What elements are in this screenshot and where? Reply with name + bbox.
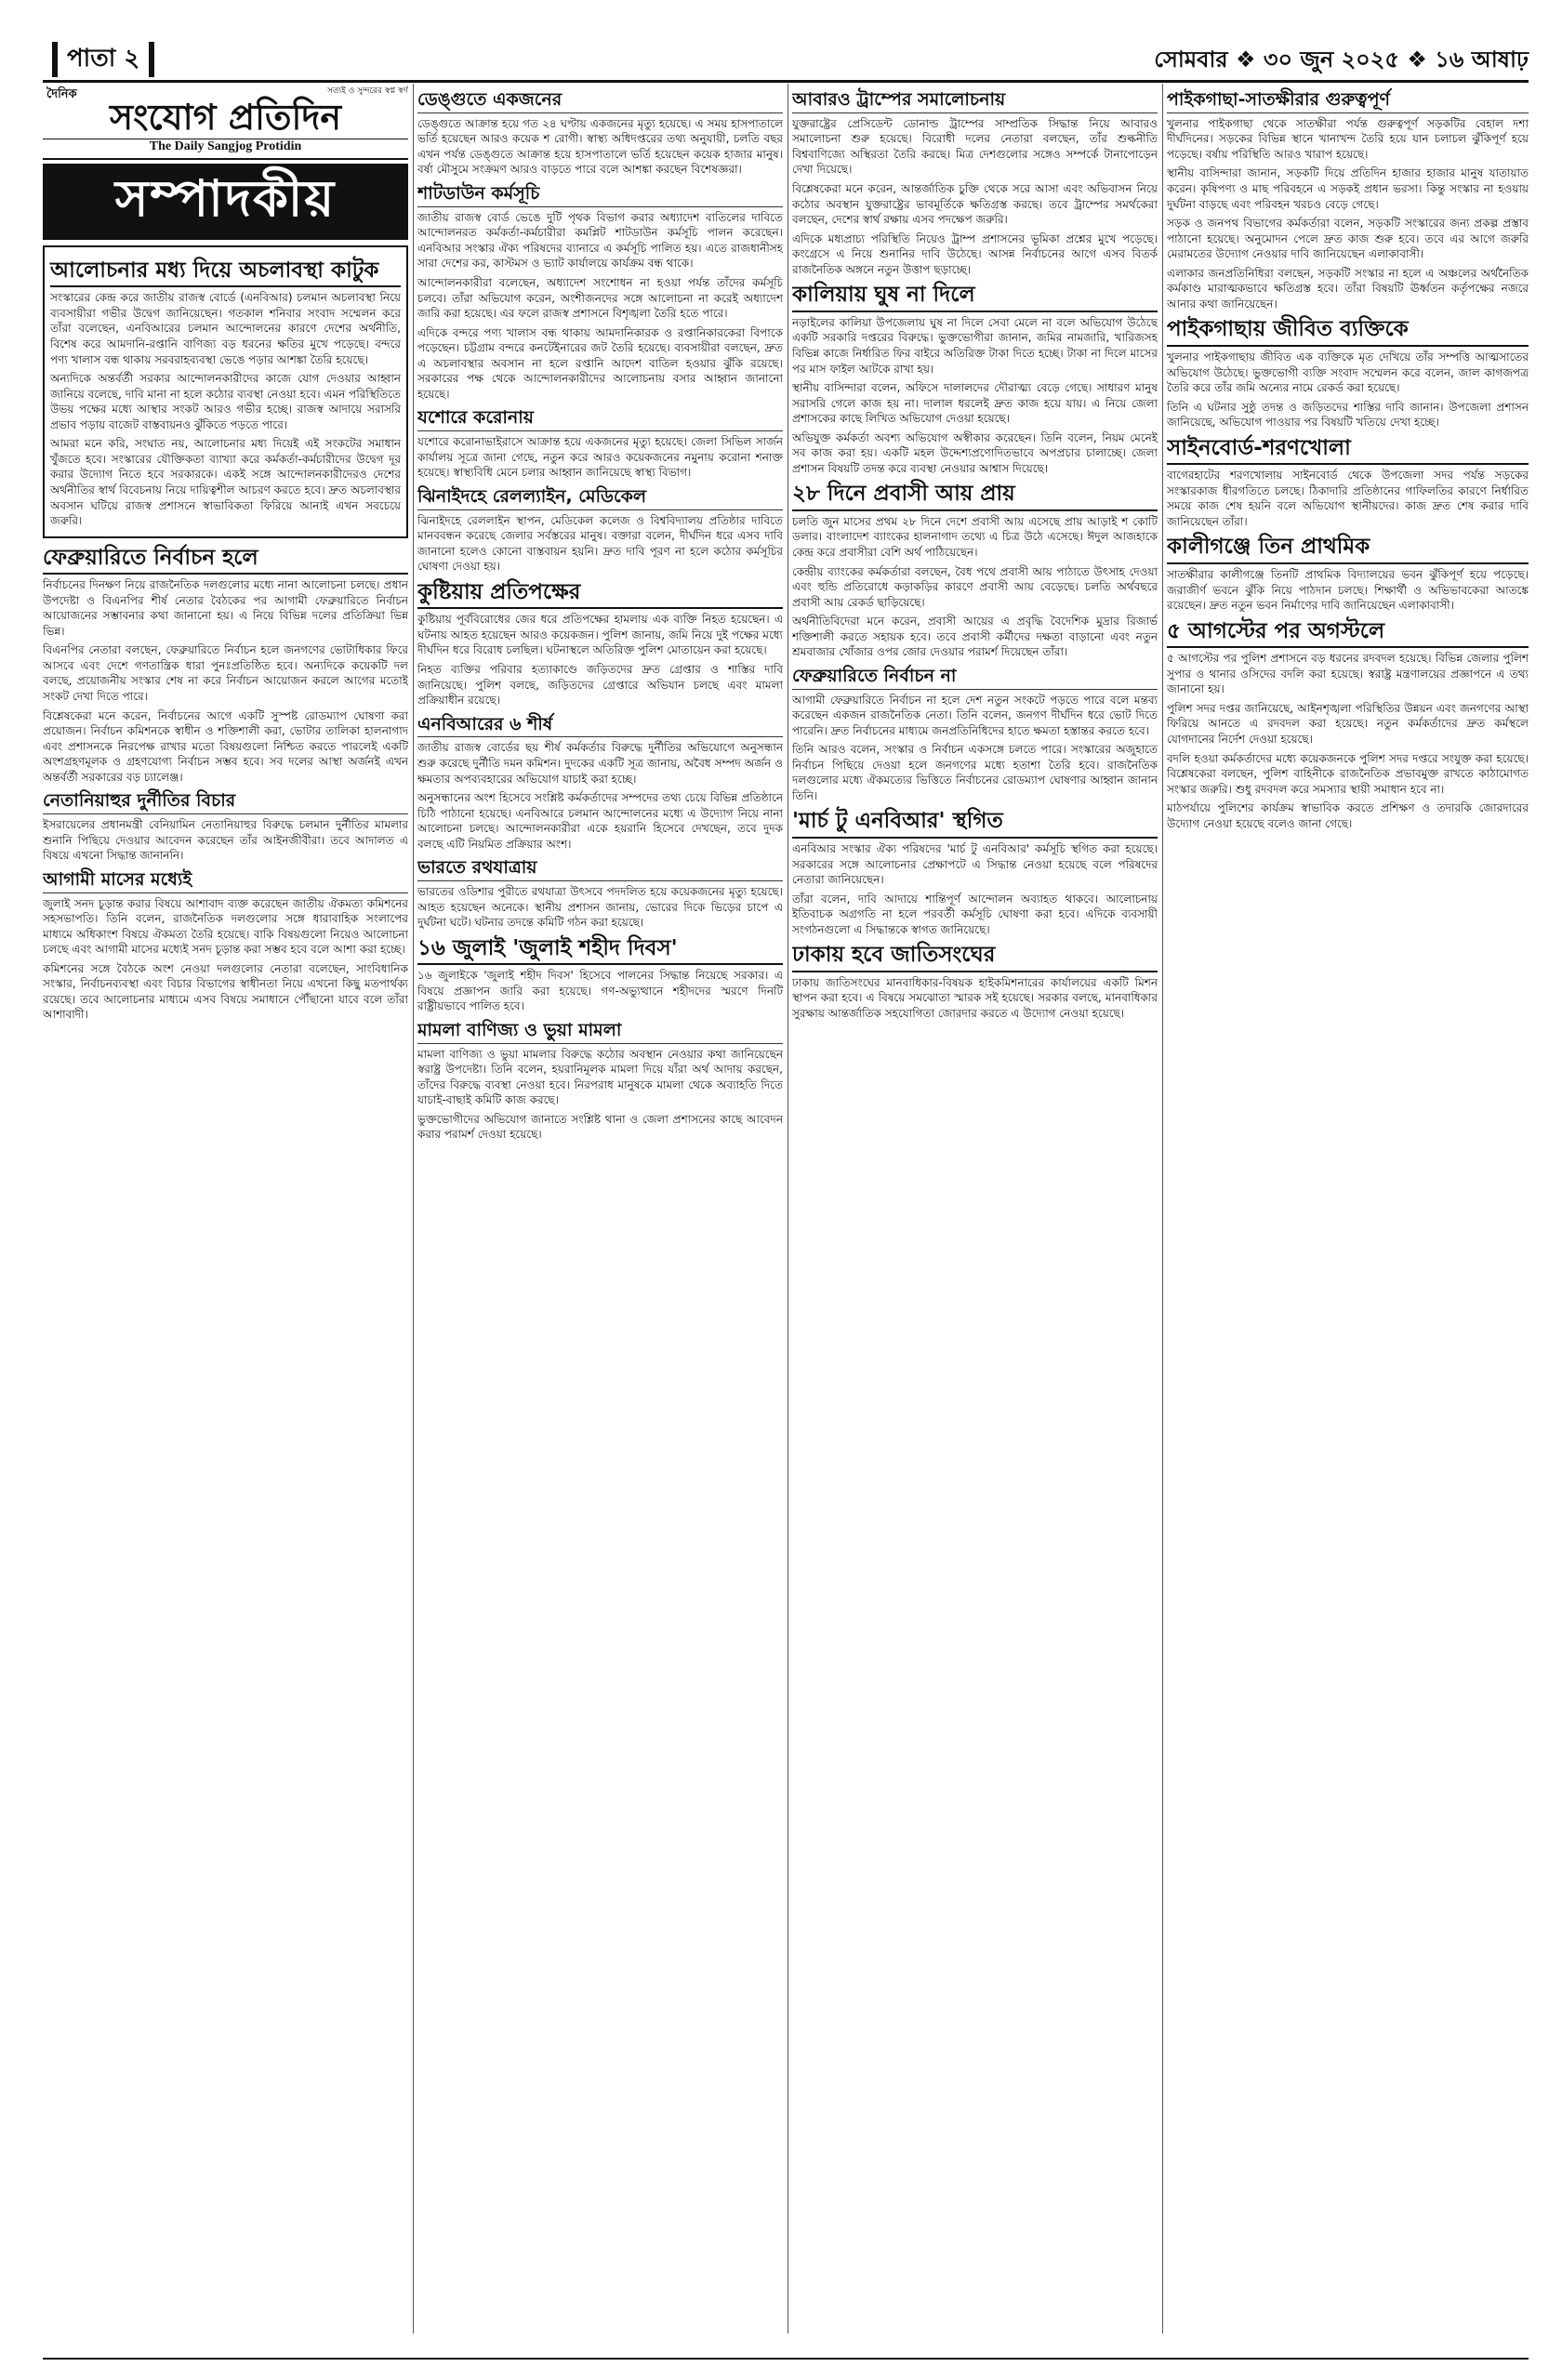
article-paragraph: মামলা বাণিজ্য ও ভুয়া মামলার বিরুদ্ধে কঠোর অবস্থান নেওয়ার কথা জানিয়েছেন স্বরাষ্ট্র উপদেষ্টা। তিনি বলেন, হয়রানিমূলক মামলা দিয়ে যাঁরা অর্থ আদায় করছেন, তাঁদের বিরুদ্ধে ব্যবস্থা নেওয়া হবে। নিরপরাধ মানুষকে মামলা থেকে অব্যাহতি দিতে যাচাই-বাছাই কমিটি কাজ করছে।: [417, 1047, 783, 1107]
article-title: শাটডাউন কর্মসূচি: [417, 183, 783, 207]
article-paragraph: ১৬ জুলাইকে 'জুলাই শহীদ দিবস' হিসেবে পালনের সিদ্ধান্ত নিয়েছে সরকার। এ বিষয়ে প্রজ্ঞাপন জারি করা হয়েছে। গণ-অভ্যুত্থানে শহীদদের স্মরণে দিনটি রাষ্ট্রীয়ভাবে পালিত হবে।: [417, 969, 783, 1013]
article-paragraph: কমিশনের সঙ্গে বৈঠকে অংশ নেওয়া দলগুলোর নেতারা বলেছেন, সাংবিধানিক সংস্কার, নির্বাচনব্যবস্থা এবং বিচার বিভাগের স্বাধীনতা নিয়ে এখনো কিছু মতপার্থক্য রয়েছে। তবে আলোচনার মাধ্যমে এসব বিষয়ে সমাধানে পৌঁছানো যাবে বলে তাঁরা আশাবাদী।: [43, 961, 408, 1022]
article-title: আবারও ট্রাম্পের সমালোচনায়: [792, 89, 1158, 113]
article-paragraph: জাতীয় রাজস্ব বোর্ডের ছয় শীর্ষ কর্মকর্তার বিরুদ্ধে দুর্নীতির অভিযোগে অনুসন্ধান শুরু করেছে দুর্নীতি দমন কমিশন। দুদকের একটি সূত্র জানায়, অবৈধ সম্পদ অর্জন ও ক্ষমতার অপব্যবহারের অভিযোগ যাচাই করা হচ্ছে।: [417, 741, 783, 786]
article-paragraph: ইসরায়েলের প্রধানমন্ত্রী বেনিয়ামিন নেতানিয়াহুর বিরুদ্ধে চলমান দুর্নীতির মামলার শুনানি পিছিয়ে দেওয়ার আবেদন করেছেন তাঁর আইনজীবীরা। তবে আদালত এ বিষয়ে এখনো সিদ্ধান্ত জানাননি।: [43, 818, 408, 863]
article-paragraph: নিহত ব্যক্তির পরিবার হত্যাকাণ্ডে জড়িতদের দ্রুত গ্রেপ্তার ও শাস্তির দাবি জানিয়েছে। পুলিশ বলছে, জড়িতদের গ্রেপ্তারে অভিযান চলছে এবং মামলা প্রক্রিয়াধীন রয়েছে।: [417, 663, 783, 707]
article-title: পাইকগাছায় জীবিত ব্যক্তিকে: [1167, 317, 1529, 347]
footer-rule: [43, 2358, 1529, 2360]
article-title: ৫ আগস্টের পর অগস্টলে: [1167, 619, 1529, 649]
article-title: সাইনবোর্ড-শরণখোলা: [1167, 436, 1529, 466]
article-paragraph: পুলিশ সদর দপ্তর জানিয়েছে, আইনশৃঙ্খলা পরিস্থিতির উন্নয়ন এবং জনগণের আস্থা ফিরিয়ে আনতে এ রদবদল করা হয়েছে। নতুন কর্মকর্তাদের দ্রুত কর্মস্থলে যোগদানের নির্দেশ দেওয়া হয়েছে।: [1167, 701, 1529, 747]
editorial-banner: সম্পাদকীয়: [43, 164, 408, 240]
article-title: 'মার্চ টু এনবিআর' স্থগিত: [792, 809, 1158, 839]
article-paragraph: তাঁরা বলেন, দাবি আদায়ে শান্তিপূর্ণ আন্দোলন অব্যাহত থাকবে। আলোচনায় ইতিবাচক অগ্রগতি না হলে পরবর্তী কর্মসূচি ঘোষণা করা হবে। এদিকে ব্যবসায়ী সংগঠনগুলো এ সিদ্ধান্তকে স্বাগত জানিয়েছে।: [792, 892, 1158, 936]
article-title: ফেব্রুয়ারিতে নির্বাচন হলে: [43, 546, 408, 575]
article-title: ঝিনাইদহে রেলল্যাইন, মেডিকেল: [417, 486, 783, 510]
article-paragraph: যুক্তরাষ্ট্রের প্রেসিডেন্ট ডোনাল্ড ট্রাম্পের সাম্প্রতিক সিদ্ধান্ত নিয়ে আবারও সমালোচনা শুরু হয়েছে। বিরোধী দলের নেতারা বলছেন, তাঁর শুল্কনীতি বিশ্ববাণিজ্যে অস্থিরতা তৈরি করছে। মিত্র দেশগুলোর সঙ্গেও সম্পর্কে টানাপোড়েন দেখা দিয়েছে।: [792, 116, 1158, 177]
article-paragraph: জাতীয় রাজস্ব বোর্ড ভেঙে দুটি পৃথক বিভাগ করার অধ্যাদেশ বাতিলের দাবিতে আন্দোলনরত কর্মকর্তা-কর্মচারীরা কমপ্লিট শাটডাউন কর্মসূচি পালন করেছেন। এনবিআর সংস্কার ঐক্য পরিষদের ব্যানারে এ কর্মসূচি পালিত হয়। এতে রাজধানীসহ সারা দেশের কর, কাস্টমস ও ভ্যাট কার্যালয়ে কার্যক্রম বন্ধ থাকে।: [417, 210, 783, 271]
article-paragraph: ঢাকায় জাতিসংঘের মানবাধিকার-বিষয়ক হাইকমিশনারের কার্যালয়ের একটি মিশন স্থাপন করা হবে। এ বিষয়ে সমঝোতা স্মারক সই হয়েছে। সরকার বলছে, মানবাধিকার সুরক্ষায় আন্তর্জাতিক সহযোগিতা জোরদার করতে এ উদ্যোগ নেওয়া হয়েছে।: [792, 975, 1158, 1021]
column-rule: [413, 84, 414, 2334]
page-number-label: পাতা ২: [67, 45, 140, 73]
article-title: নেতানিয়াহুর দুর্নীতির বিচার: [43, 790, 408, 814]
article-paragraph: অভিযুক্ত কর্মকর্তা অবশ্য অভিযোগ অস্বীকার করেছেন। তিনি বলেন, নিয়ম মেনেই সব কাজ করা হয়। একটি মহল উদ্দেশ্যপ্রণোদিতভাবে অপপ্রচার চালাচ্ছে। জেলা প্রশাসন বিষয়টি তদন্ত করে ব্যবস্থা নেওয়ার আশ্বাস দিয়েছে।: [792, 430, 1158, 475]
article-paragraph: নড়াইলের কালিয়া উপজেলায় ঘুষ না দিলে সেবা মেলে না বলে অভিযোগ উঠেছে একটি সরকারি দপ্তরের বিরুদ্ধে। ভুক্তভোগীরা জানান, জমির নামজারি, খারিজসহ বিভিন্ন কাজে নির্ধারিত ফির বাইরে অতিরিক্ত টাকা দিতে হচ্ছে। টাকা না দিলে মাসের পর মাস ফাইল আটকে রাখা হয়।: [792, 315, 1158, 376]
article-paragraph: সড়ক ও জনপথ বিভাগের কর্মকর্তারা বলেন, সড়কটি সংস্কারের জন্য প্রকল্প প্রস্তাব পাঠানো হয়েছে। অনুমোদন পেলে দ্রুত কাজ শুরু হবে। তবে এর আগে জরুরি মেরামতের উদ্যোগ নেওয়ার দাবি জানিয়েছেন এলাকাবাসী।: [1167, 217, 1529, 261]
article-title: আগামী মাসের মধ্যেই: [43, 869, 408, 893]
article-paragraph: ৫ আগস্টের পর পুলিশ প্রশাসনে বড় ধরনের রদবদল হয়েছে। বিভিন্ন জেলার পুলিশ সুপার ও থানার ওসিদের বদলি করা হয়েছে। স্বরাষ্ট্র মন্ত্রণালয়ের প্রজ্ঞাপনে এ তথ্য জানানো হয়।: [1167, 652, 1529, 696]
article-paragraph: ডেঙ্গুতে আক্রান্ত হয়ে গত ২৪ ঘণ্টায় একজনের মৃত্যু হয়েছে। এ সময় হাসপাতালে ভর্তি হয়েছেন আরও কয়েক শ রোগী। স্বাস্থ্য অধিদপ্তরের তথ্য অনুযায়ী, চলতি বছর এখন পর্যন্ত ডেঙ্গুতে আক্রান্ত হয়ে হাসপাতালে ভর্তি হয়েছেন কয়েক হাজার মানুষ। বর্ষা মৌসুমে সংক্রমণ আরও বাড়তে পারে বলে আশঙ্কা করছেন বিশেষজ্ঞরা।: [417, 116, 783, 177]
article-title: ১৬ জুলাই 'জুলাই শহীদ দিবস': [417, 936, 783, 966]
article-paragraph: বাগেরহাটের শরণখোলায় সাইনবোর্ড থেকে উপজেলা সদর পর্যন্ত সড়কের সংস্কারকাজ ধীরগতিতে চলছে। ঠিকাদারি প্রতিষ্ঠানের গাফিলতির কারণে নির্ধারিত সময়ে কাজ শেষ হয়নি বলে অভিযোগ স্থানীয়দের। কাজ দ্রুত শেষ করার দাবি জানিয়েছেন তাঁরা।: [1167, 469, 1529, 528]
article-paragraph: ভুক্তভোগীদের অভিযোগ জানাতে সংশ্লিষ্ট থানা ও জেলা প্রশাসনের কাছে আবেদন করার পরামর্শ দেওয়া হয়েছে।: [417, 1112, 783, 1142]
article-paragraph: এনবিআর সংস্কার ঐক্য পরিষদের 'মার্চ টু এনবিআর' কর্মসূচি স্থগিত করা হয়েছে। সরকারের সঙ্গে আলোচনার প্রেক্ষাপটে এ সিদ্ধান্ত নেওয়া হয়েছে বলে পরিষদের নেতারা জানিয়েছেন।: [792, 842, 1158, 887]
article-paragraph: খুলনার পাইকগাছায় জীবিত এক ব্যক্তিকে মৃত দেখিয়ে তাঁর সম্পত্তি আত্মসাতের অভিযোগ উঠেছে। ভুক্তভোগী ব্যক্তি সংবাদ সম্মেলন করে বলেন, জাল কাগজপত্র তৈরি করে তাঁর জমি অন্যের নামে রেকর্ড করা হয়েছে।: [1167, 350, 1529, 395]
masthead-tagline: সত্যই ও সুন্দরের স্বপ্ন স্বর্ণ: [326, 86, 408, 96]
article-paragraph: বিশ্লেষকেরা মনে করেন, নির্বাচনের আগে একটি সুস্পষ্ট রোডম্যাপ ঘোষণা করা প্রয়োজন। নির্বাচন কমিশনকে স্বাধীন ও শক্তিশালী করা, ভোটার তালিকা হালনাগাদ এবং প্রশাসনকে নিরপেক্ষ রাখার মতো বিষয়গুলো নিশ্চিত করতে পারলেই একটি অংশগ্রহণমূলক ও গ্রহণযোগ্য নির্বাচন সম্ভব হবে। সব দলের আস্থা অর্জনই এখন অন্তর্বর্তী সরকারের বড় চ্যালেঞ্জ।: [43, 708, 408, 784]
article-paragraph: খুলনার পাইকগাছা থেকে সাতক্ষীরা পর্যন্ত গুরুত্বপূর্ণ সড়কটির বেহাল দশা দীর্ঘদিনের। সড়কের বিভিন্ন স্থানে খানাখন্দ তৈরি হয়ে যান চলাচল ঝুঁকিপূর্ণ হয়ে পড়েছে। বর্ষায় পরিস্থিতি আরও খারাপ হয়েছে।: [1167, 116, 1529, 161]
article-paragraph: সাতক্ষীরার কালীগঞ্জে তিনটি প্রাথমিক বিদ্যালয়ের ভবন ঝুঁকিপূর্ণ হয়ে পড়েছে। জরাজীর্ণ ভবনে ঝুঁকি নিয়ে পাঠদান চলছে। শিক্ষার্থী ও অভিভাবকেরা আতঙ্কে রয়েছেন। দ্রুত নতুন ভবন নির্মাণের দাবি জানিয়েছেন এলাকাবাসী।: [1167, 568, 1529, 613]
article-paragraph: আমরা মনে করি, সংঘাত নয়, আলোচনার মধ্য দিয়েই এই সংকটের সমাধান খুঁজতে হবে। সংস্কারের যৌক্তিকতা ব্যাখ্যা করে কর্মকর্তা-কর্মচারীদের উদ্বেগ দূর করার উদ্যোগ নিতে হবে সরকারকে। একই সঙ্গে আন্দোলনকারীদেরও দেশের অর্থনীতির স্বার্থ বিবেচনায় নিয়ে দায়িত্বশীল আচরণ করতে হবে। দ্রুত অচলাবস্থার অবসান ঘটিয়ে রাজস্ব প্রশাসনে স্বাভাবিকতা ফিরিয়ে আনাই এখন সবচেয়ে জরুরি।: [50, 437, 401, 528]
article-paragraph: ঝিনাইদহে রেললাইন স্থাপন, মেডিকেল কলেজ ও বিশ্ববিদ্যালয় প্রতিষ্ঠার দাবিতে মানববন্ধন করেছে জেলার সর্বস্তরের মানুষ। বক্তারা বলেন, দীর্ঘদিন ধরে এসব দাবি জানানো হলেও কোনো বাস্তবায়ন হয়নি। দ্রুত দাবি পূরণ না হলে কঠোর কর্মসূচির ঘোষণা দেওয়া হয়।: [417, 513, 783, 574]
article-paragraph: কেন্দ্রীয় ব্যাংকের কর্মকর্তারা বলছেন, বৈধ পথে প্রবাসী আয় পাঠাতে উৎসাহ দেওয়া এবং হুন্ডি প্রতিরোধে কড়াকড়ির কারণে প্রবাসী আয় বেড়েছে। চলতি অর্থবছরে প্রবাসী আয় রেকর্ড ছাড়িয়েছে।: [792, 564, 1158, 609]
article-paragraph: যশোরে করোনাভাইরাসে আক্রান্ত হয়ে একজনের মৃত্যু হয়েছে। জেলা সিভিল সার্জন কার্যালয় সূত্রে জানা গেছে, নতুন করে আরও কয়েকজনের নমুনায় করোনা শনাক্ত হয়েছে। স্বাস্থ্যবিধি মেনে চলার আহ্বান জানিয়েছে স্বাস্থ্য বিভাগ।: [417, 435, 783, 480]
column-2: [417, 84, 783, 2334]
article-title: ভারতে রথযাত্রায়: [417, 857, 783, 881]
article-title: ২৮ দিনে প্রবাসী আয় প্রায়: [792, 482, 1158, 511]
article-title: ঢাকায় হবে জাতিসংঘের: [792, 943, 1158, 972]
article-title: এনবিআরের ৬ শীর্ষ: [417, 714, 783, 738]
article-paragraph: স্থানীয় বাসিন্দারা জানান, সড়কটি দিয়ে প্রতিদিন হাজার হাজার মানুষ যাতায়াত করেন। কৃষিপণ্য ও মাছ পরিবহনে এ সড়কই প্রধান ভরসা। কিন্তু সংস্কার না হওয়ায় দুর্ঘটনা বাড়ছে এবং পরিবহন খরচও বেড়ে গেছে।: [1167, 166, 1529, 211]
article-paragraph: ভারতের ওডিশার পুরীতে রথযাত্রা উৎসবে পদদলিত হয়ে কয়েকজনের মৃত্যু হয়েছে। আহত হয়েছেন অনেকে। স্থানীয় প্রশাসন জানায়, ভোরের দিকে ভিড়ের চাপে এ দুর্ঘটনা ঘটে। ঘটনার তদন্তে কমিটি গঠন করা হয়েছে।: [417, 885, 783, 930]
column-1: [43, 84, 408, 2334]
article-paragraph: এদিকে বন্দরে পণ্য খালাস বন্ধ থাকায় আমদানিকারক ও রপ্তানিকারকেরা বিপাকে পড়েছেন। চট্টগ্রাম বন্দরে কনটেইনারের জট তৈরি হয়েছে। ব্যবসায়ীরা বলছেন, দ্রুত এ অচলাবস্থার অবসান না হলে রপ্তানি আদেশ বাতিল হওয়ার ঝুঁকি রয়েছে। সরকারের পক্ষ থেকে আন্দোলনকারীদের আলোচনায় বসার আহ্বান জানানো হয়েছে।: [417, 325, 783, 401]
page-number-bar: [149, 42, 154, 77]
page-header: [43, 43, 1529, 83]
article-title: কুষ্টিয়ায় প্রতিপক্ষের: [417, 580, 783, 610]
article-title: ফেব্রুয়ারিতে নির্বাচন না: [792, 666, 1158, 690]
article-paragraph: সংস্কারের কেন্দ্র করে জাতীয় রাজস্ব বোর্ডে (এনবিআর) চলমান অচলাবস্থা নিয়ে ব্যবসায়ীরা গভীর উদ্বেগ জানিয়েছেন। গতকাল শনিবার সংবাদ সম্মেলন করে তাঁরা বলেছেন, এনবিআরের চলমান আন্দোলনের কারণে দেশের অর্থনীতি, বিশেষ করে আমদানি-রপ্তানি বাণিজ্য বড় ধরনের ক্ষতির মুখে পড়েছে। বন্দরে পণ্য খালাস বন্ধ থাকায় সরবরাহব্যবস্থা ভেঙে পড়ার আশঙ্কা তৈরি হয়েছে।: [50, 291, 401, 366]
article-paragraph: বিশ্লেষকেরা মনে করেন, আন্তর্জাতিক চুক্তি থেকে সরে আসা এবং অভিবাসন নিয়ে কঠোর অবস্থান যুক্তরাষ্ট্রের ভাবমূর্তিকে ক্ষতিগ্রস্ত করছে। তবে ট্রাম্পের সমর্থকেরা বলছেন, দেশের স্বার্থ রক্ষায় এসব পদক্ষেপ জরুরি।: [792, 181, 1158, 227]
article-title: কালিয়ায় ঘুষ না দিলে: [792, 283, 1158, 312]
article-paragraph: অন্যদিকে অন্তর্বর্তী সরকার আন্দোলনকারীদের কাজে যোগ দেওয়ার আহ্বান জানিয়ে বলেছে, দাবি মানা না হলে কঠোর ব্যবস্থা নেওয়া হবে। এমন পরিস্থিতিতে উভয় পক্ষের মধ্যে আস্থার সংকট আরও গভীর হচ্ছে। রাজস্ব আদায়ে সরাসরি প্রভাব পড়ায় বাজেট বাস্তবায়নও ঝুঁকিতে পড়তে পারে।: [50, 372, 401, 431]
article-paragraph: অনুসন্ধানের অংশ হিসেবে সংশ্লিষ্ট কর্মকর্তাদের সম্পদের তথ্য চেয়ে বিভিন্ন প্রতিষ্ঠানে চিঠি পাঠানো হয়েছে। এনবিআরে চলমান আন্দোলনের মধ্যে এ উদ্যোগ নিয়ে নানা আলোচনা চলছে। আন্দোলনকারীরা একে হয়রানি হিসেবে দেখছেন, তবে দুদক বলছে এটি নিয়মিত প্রক্রিয়ার অংশ।: [417, 791, 783, 851]
page-number: [43, 39, 164, 80]
newspaper-name-english: The Daily Sangjog Protidin: [43, 139, 408, 154]
newspaper-page: [43, 84, 1529, 2334]
column-rule: [1162, 84, 1163, 2334]
article-paragraph: আগামী ফেব্রুয়ারিতে নির্বাচন না হলে দেশ নতুন সংকটে পড়তে পারে বলে মন্তব্য করেছেন একজন রাজনৈতিক নেতা। তিনি বলেন, জনগণ দীর্ঘদিন ধরে ভোট দিতে পারেনি। দ্রুত নির্বাচনের মাধ্যমে জনপ্রতিনিধিদের হাতে ক্ষমতা হস্তান্তর করতে হবে।: [792, 693, 1158, 737]
article-paragraph: নির্বাচনের দিনক্ষণ নিয়ে রাজনৈতিক দলগুলোর মধ্যে নানা আলোচনা চলছে। প্রধান উপদেষ্টা ও বিএনপির শীর্ষ নেতার বৈঠকের পর আগামী ফেব্রুয়ারিতে নির্বাচন আয়োজনের সম্ভাবনার কথা জানানো হয়। এ নিয়ে বিভিন্ন দলের প্রতিক্রিয়া ভিন্ন ভিন্ন।: [43, 578, 408, 638]
issue-date: সোমবার ❖ ৩০ জুন ২০২৫ ❖ ১৬ আষাঢ়: [1154, 46, 1529, 73]
article-paragraph: বিএনপির নেতারা বলছেন, ফেব্রুয়ারিতে নির্বাচন হলে জনগণের ভোটাধিকার ফিরে আসবে এবং দেশে গণতান্ত্রিক ধারা পুনঃপ্রতিষ্ঠিত হবে। অন্যদিকে কয়েকটি দল বলছে, প্রয়োজনীয় সংস্কার শেষ না করে নির্বাচন আয়োজন করলে আগের মতোই সংকট দেখা দিতে পারে।: [43, 643, 408, 704]
newspaper-name: সংযোগ প্রতিদিন: [109, 96, 342, 138]
article-paragraph: বদলি হওয়া কর্মকর্তাদের মধ্যে কয়েকজনকে পুলিশ সদর দপ্তরে সংযুক্ত করা হয়েছে। বিশ্লেষকেরা বলছেন, পুলিশ বাহিনীকে রাজনৈতিক প্রভাবমুক্ত রাখতে কাঠামোগত সংস্কার জরুরি। শুধু রদবদল করে সমস্যার স্থায়ী সমাধান হবে না।: [1167, 751, 1529, 796]
article-paragraph: চলতি জুন মাসের প্রথম ২৮ দিনে দেশে প্রবাসী আয় এসেছে প্রায় আড়াই শ কোটি ডলার। বাংলাদেশ ব্যাংকের হালনাগাদ তথ্যে এ চিত্র উঠে এসেছে। ঈদুল আজহাকে কেন্দ্র করে প্রবাসীরা বেশি অর্থ পাঠিয়েছেন।: [792, 514, 1158, 560]
article-title: ডেঙ্গুতে একজনের: [417, 89, 783, 113]
article-paragraph: তিনি আরও বলেন, সংস্কার ও নির্বাচন একসঙ্গে চলতে পারে। সংস্কারের অজুহাতে নির্বাচন পিছিয়ে দেওয়া হলে জনগণের মধ্যে হতাশা তৈরি হবে। রাজনৈতিক দলগুলোর মধ্যে ঐকমত্যের ভিত্তিতে নির্বাচনের রোডম্যাপ ঘোষণার আহ্বান জানান তিনি।: [792, 743, 1158, 802]
article-paragraph: অর্থনীতিবিদেরা মনে করেন, প্রবাসী আয়ের এ প্রবৃদ্ধি বৈদেশিক মুদ্রার রিজার্ভ শক্তিশালী করতে সহায়ক হবে। তবে প্রবাসী কর্মীদের দক্ষতা বাড়ানো এবং নতুন শ্রমবাজার খোঁজার ওপর জোর দেওয়ার পরামর্শ দিয়েছেন তাঁরা।: [792, 615, 1158, 659]
column-3: [792, 84, 1158, 2334]
article-paragraph: মাঠপর্যায়ে পুলিশের কার্যক্রম স্বাভাবিক করতে প্রশিক্ষণ ও তদারকি জোরদারের উদ্যোগ নেওয়া হয়েছে বলেও জানা গেছে।: [1167, 801, 1529, 830]
article-title: আলোচনার মধ্য দিয়ে অচলাবস্থা কাটুক: [50, 258, 401, 288]
article-title: মামলা বাণিজ্য ও ভুয়া মামলা: [417, 1020, 783, 1044]
article-paragraph: জুলাই সনদ চূড়ান্ত করার বিষয়ে আশাবাদ ব্যক্ত করেছেন জাতীয় ঐকমত্য কমিশনের সহসভাপতি। তিনি বলেন, রাজনৈতিক দলগুলোর সঙ্গে ধারাবাহিক সংলাপের মাধ্যমে অধিকাংশ বিষয়ে ঐকমত্য তৈরি হয়েছে। বাকি বিষয়গুলো নিয়েও আলোচনা চলছে এবং আগামী মাসের মধ্যেই সনদ চূড়ান্ত করা সম্ভব হবে বলে আশা করা হচ্ছে।: [43, 896, 408, 957]
editorial-box: [43, 245, 408, 538]
article-paragraph: কুষ্টিয়ায় পূর্ববিরোধের জের ধরে প্রতিপক্ষের হামলায় এক ব্যক্তি নিহত হয়েছেন। এ ঘটনায় আহত হয়েছেন আরও কয়েকজন। পুলিশ জানায়, জমি নিয়ে দুই পক্ষের মধ্যে দীর্ঘদিন ধরে বিরোধ চলছিল। ঘটনাস্থলে অতিরিক্ত পুলিশ মোতায়েন করা হয়েছে।: [417, 613, 783, 657]
article-paragraph: স্থানীয় বাসিন্দারা বলেন, অফিসে দালালদের দৌরাত্ম্য বেড়ে গেছে। সাধারণ মানুষ সরাসরি গেলে কাজ হয় না। দালাল ধরলেই দ্রুত কাজ হয়ে যায়। এ নিয়ে জেলা প্রশাসকের কাছে লিখিত অভিযোগ দেওয়া হয়েছে।: [792, 381, 1158, 426]
page-number-bar: [52, 42, 58, 77]
article-title: পাইকগাছা-সাতক্ষীরার গুরুত্বপূর্ণ: [1167, 89, 1529, 113]
article-paragraph: এদিকে মধ্যপ্রাচ্য পরিস্থিতি নিয়েও ট্রাম্প প্রশাসনের ভূমিকা প্রশ্নের মুখে পড়েছে। কংগ্রেসে এ নিয়ে শুনানির দাবি উঠেছে। আসন্ন নির্বাচনের আগে এসব বিতর্ক রাজনৈতিক অঙ্গনে নতুন উত্তাপ ছড়াচ্ছে।: [792, 231, 1158, 276]
article-paragraph: তিনি এ ঘটনার সুষ্ঠু তদন্ত ও জড়িতদের শাস্তির দাবি জানান। উপজেলা প্রশাসন জানিয়েছে, অভিযোগ পাওয়ার পর বিষয়টি খতিয়ে দেখা হচ্ছে।: [1167, 400, 1529, 430]
column-4: [1167, 84, 1529, 2334]
masthead: [43, 84, 408, 160]
article-title: যশোরে করোনায়: [417, 407, 783, 431]
masthead-daily: দৈনিক: [46, 87, 77, 101]
article-paragraph: এলাকার জনপ্রতিনিধিরা বলছেন, সড়কটি সংস্কার না হলে এ অঞ্চলের অর্থনৈতিক কর্মকাণ্ড মারাত্মকভাবে ক্ষতিগ্রস্ত হবে। তাঁরা বিষয়টি ঊর্ধ্বতন কর্তৃপক্ষের নজরে আনার কথা জানিয়েছেন।: [1167, 266, 1529, 311]
article-paragraph: আন্দোলনকারীরা বলেছেন, অধ্যাদেশ সংশোধন না হওয়া পর্যন্ত তাঁদের কর্মসূচি চলবে। তাঁরা অভিযোগ করেন, অংশীজনদের সঙ্গে আলোচনা না করেই অধ্যাদেশ জারি করা হয়েছে। এর ফলে রাজস্ব প্রশাসনে বিশৃঙ্খলা তৈরি হতে পারে।: [417, 275, 783, 321]
article-title: কালীগঞ্জে তিন প্রাথমিক: [1167, 535, 1529, 564]
